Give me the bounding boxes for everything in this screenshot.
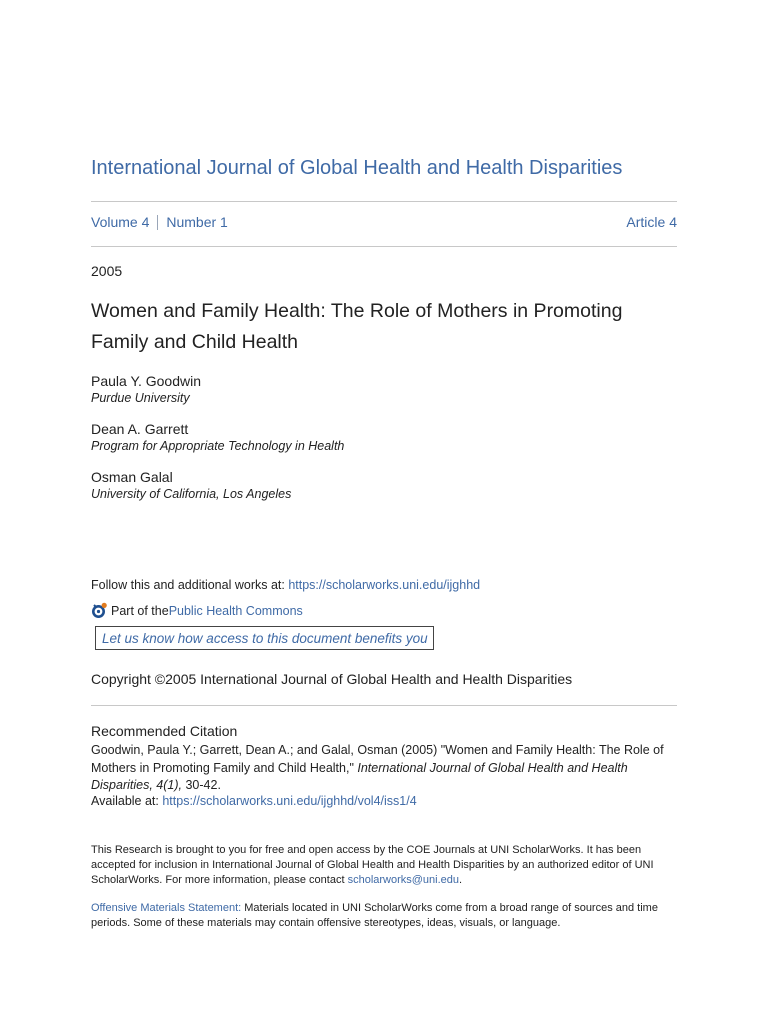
citation-pages: 30-42.: [182, 778, 221, 792]
author-name: Dean A. Garrett: [91, 421, 189, 437]
follow-text: Follow this and additional works at:: [91, 578, 289, 592]
author-block: [91, 372, 201, 406]
collection-url-link[interactable]: https://scholarworks.uni.edu/ijghhd: [288, 578, 481, 592]
citation-authors-title: Goodwin, Paula Y.; Garrett, Dean A.; and Galal, Osman (2005) "Women and Family Health: The Role of Mothers in Promoting Family and Child Health,": [91, 743, 664, 775]
volume-number-group: [91, 214, 228, 230]
article-url-link[interactable]: https://scholarworks.uni.edu/ijghhd/vol4/iss1/4: [162, 794, 417, 808]
author-affiliation: Program for Appropriate Technology in Health: [91, 439, 345, 453]
number-link[interactable]: Number 1: [166, 214, 228, 230]
divider: [91, 705, 677, 706]
public-health-commons-link[interactable]: Public Health Commons: [168, 603, 303, 618]
author-affiliation: University of California, Los Angeles: [91, 487, 292, 501]
available-label: Available at:: [91, 794, 163, 808]
publication-year: 2005: [91, 263, 123, 279]
author-name: Osman Galal: [91, 469, 173, 485]
recommended-citation-heading: Recommended Citation: [91, 723, 238, 739]
part-of-line: [91, 602, 303, 619]
network-commons-icon: [91, 602, 108, 619]
offensive-materials-link[interactable]: Offensive Materials Statement:: [91, 902, 242, 914]
divider: [91, 246, 677, 247]
open-access-notice: [91, 843, 677, 888]
notice-text: This Research is brought to you for free and open access by the COE Journals at UNI ScholarWorks. It has been accepted for inclusion in International Journal of Global Health and Health Disparities by an authorized editor of UNI ScholarWorks. For more information, please contact: [91, 844, 654, 886]
author-block: [91, 468, 291, 502]
offensive-text: Materials located in UNI ScholarWorks come from a broad range of sources and time periods. Some of these materials may contain offensive stereotypes, ideas, visuals, or language.: [91, 902, 658, 929]
separator: [157, 215, 158, 230]
article-title: Women and Family Health: The Role of Mothers in Promoting Family and Child Health: [91, 300, 623, 353]
issue-row: [91, 214, 677, 230]
part-of-text: Part of the: [111, 603, 169, 618]
follow-line: [91, 578, 480, 592]
author-name: Paula Y. Goodwin: [91, 373, 202, 389]
article-link[interactable]: Article 4: [626, 214, 677, 230]
available-at-line: [91, 794, 417, 808]
journal-title-link[interactable]: International Journal of Global Health and Health Disparities: [91, 157, 623, 179]
citation-text: [91, 742, 677, 795]
copyright-statement: Copyright ©2005 International Journal of Global Health and Health Disparities: [91, 671, 573, 687]
notice-end: .: [459, 874, 463, 886]
offensive-materials-statement: [91, 901, 677, 931]
contact-email-link[interactable]: scholarworks@uni.edu: [347, 874, 460, 886]
author-block: [91, 420, 344, 454]
volume-link[interactable]: Volume 4: [91, 214, 150, 230]
author-affiliation: Purdue University: [91, 391, 190, 405]
benefit-feedback-link[interactable]: Let us know how access to this document benefits you: [95, 626, 434, 650]
divider: [91, 201, 677, 202]
citation-journal: International Journal of Global Health and Health Disparities, 4(1),: [91, 760, 628, 792]
